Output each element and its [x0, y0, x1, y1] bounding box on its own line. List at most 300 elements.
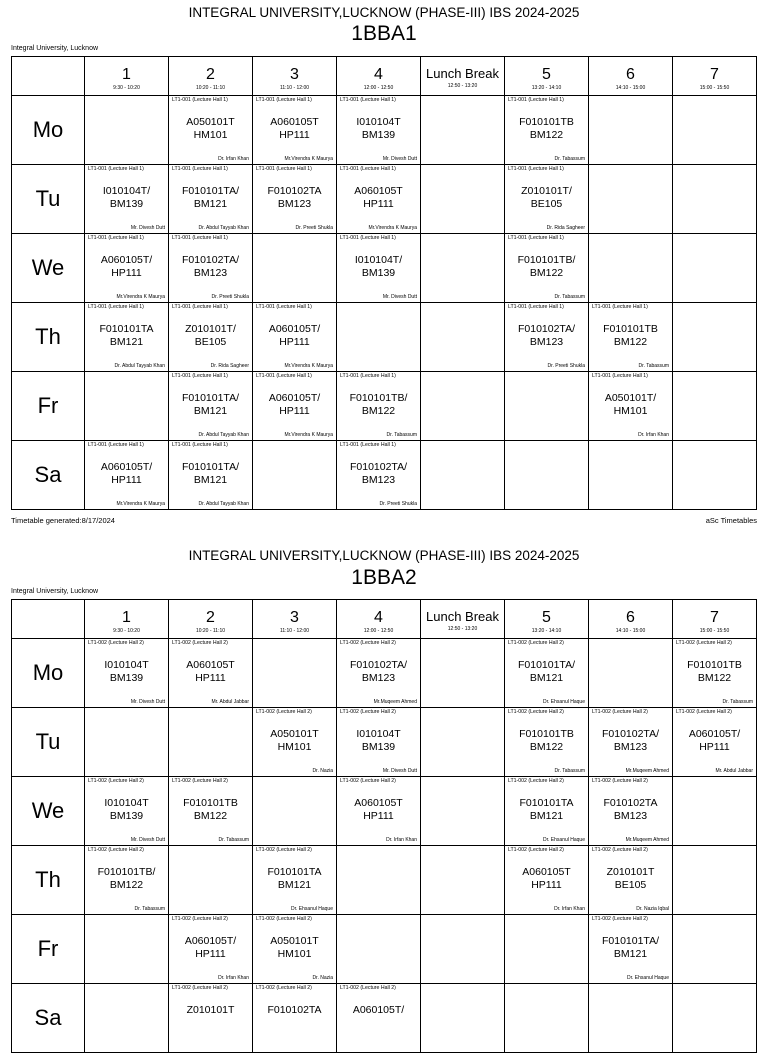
period-time: 11:10 - 12:00 [279, 628, 310, 634]
room-label: LT1-001 (Lecture Hall 1) [256, 97, 312, 103]
subject-code: I010104T/ BM139 [354, 254, 403, 279]
lesson-cell[interactable] [505, 96, 589, 165]
empty-cell [421, 234, 505, 303]
room-label: LT1-001 (Lecture Hall 1) [88, 304, 144, 310]
room-label: LT1-001 (Lecture Hall 1) [172, 166, 228, 172]
teacher-name: Dr. Irfan Khan [554, 906, 585, 912]
day-row [12, 708, 757, 777]
subject-code: A060105T HP111 [354, 797, 403, 822]
empty-cell [337, 846, 421, 915]
subject-code: F010102TA BM123 [267, 185, 322, 210]
period-header-row [12, 600, 757, 639]
period-number: 6 [626, 609, 635, 626]
period-number: 5 [542, 609, 551, 626]
period-time: 12:00 - 12:50 [363, 628, 394, 634]
empty-cell [673, 915, 757, 984]
period-time: 15:00 - 15:50 [699, 628, 730, 634]
empty-cell [253, 777, 337, 846]
empty-cell [337, 303, 421, 372]
lesson-cell[interactable] [505, 165, 589, 234]
period-time: 12:50 - 13:20 [447, 83, 478, 89]
day-cell [12, 303, 85, 372]
teacher-name: Mr. Divesh Dutt [130, 225, 165, 231]
period-header [673, 57, 757, 96]
period-header [589, 600, 673, 639]
lesson-cell[interactable] [253, 96, 337, 165]
lesson-cell[interactable] [337, 234, 421, 303]
teacher-name: Dr. Preeti Shukla [547, 363, 585, 369]
period-header [337, 600, 421, 639]
day-row [12, 915, 757, 984]
subject-code: A050101T HM101 [270, 728, 319, 753]
subject-code: F010101TA/ BM121 [181, 392, 239, 417]
empty-cell [505, 441, 589, 510]
teacher-name: Mr.Virendra K Maurya [284, 363, 333, 369]
empty-cell [421, 441, 505, 510]
room-label: LT1-002 (Lecture Hall 2) [592, 916, 648, 922]
subject-code: A060105T HP111 [270, 116, 319, 141]
room-label: LT1-001 (Lecture Hall 1) [508, 304, 564, 310]
room-label: LT1-001 (Lecture Hall 1) [172, 97, 228, 103]
lesson-cell[interactable] [85, 165, 169, 234]
generated-date: Timetable generated:8/17/2024 [11, 516, 115, 525]
empty-cell [673, 165, 757, 234]
day-cell [12, 96, 85, 165]
room-label: LT1-002 (Lecture Hall 2) [592, 709, 648, 715]
subject-code: F010101TA/ BM121 [181, 185, 239, 210]
room-label: LT1-002 (Lecture Hall 2) [340, 985, 396, 991]
lesson-cell[interactable] [505, 234, 589, 303]
room-label: LT1-001 (Lecture Hall 1) [256, 304, 312, 310]
lesson-cell[interactable] [85, 234, 169, 303]
room-label: LT1-002 (Lecture Hall 2) [340, 778, 396, 784]
lesson-cell[interactable] [253, 708, 337, 777]
teacher-name: Dr. Rida Sagheer [546, 225, 585, 231]
timetable-title: INTEGRAL UNIVERSITY,LUCKNOW (PHASE-III) IBS 2024-2025 [188, 548, 580, 563]
subject-code: F010102TA/ BM123 [181, 254, 239, 279]
day-row [12, 96, 757, 165]
empty-cell [589, 639, 673, 708]
lesson-cell[interactable] [337, 777, 421, 846]
lesson-cell[interactable] [589, 303, 673, 372]
lesson-cell[interactable] [337, 639, 421, 708]
teacher-name: Dr. Irfan Khan [638, 432, 669, 438]
teacher-name: Mr.Virendra K Maurya [284, 156, 333, 162]
period-number: 2 [206, 609, 215, 626]
period-number: 3 [290, 609, 299, 626]
subject-code: I010104T BM139 [104, 797, 149, 822]
teacher-name: Mr.Muqeem Ahmed [373, 699, 417, 705]
empty-cell [589, 984, 673, 1053]
empty-cell [421, 639, 505, 708]
subject-code: A050101T/ HM101 [604, 392, 657, 417]
lesson-cell[interactable] [169, 303, 253, 372]
empty-cell [421, 708, 505, 777]
subject-code: A060105T HP111 [186, 659, 235, 684]
subject-code: A060105T/ HP111 [688, 728, 741, 753]
empty-cell [673, 984, 757, 1053]
lesson-cell[interactable] [505, 846, 589, 915]
room-label: LT1-002 (Lecture Hall 2) [256, 847, 312, 853]
empty-cell [673, 441, 757, 510]
teacher-name: Dr. Tabassum [386, 432, 417, 438]
period-header [85, 600, 169, 639]
day-label: Th [35, 324, 61, 349]
room-label: LT1-001 (Lecture Hall 1) [88, 235, 144, 241]
subject-code: I010104T BM139 [104, 659, 149, 684]
teacher-name: Dr. Abdul Tayyab Khan [198, 225, 249, 231]
lesson-cell[interactable] [169, 639, 253, 708]
teacher-name: Dr. Tabassum [638, 363, 669, 369]
teacher-name: Dr. Abdul Tayyab Khan [114, 363, 165, 369]
teacher-name: Mr.Virendra K Maurya [116, 294, 165, 300]
lesson-cell[interactable] [337, 96, 421, 165]
empty-cell [673, 846, 757, 915]
room-label: LT1-001 (Lecture Hall 1) [340, 97, 396, 103]
room-label: LT1-001 (Lecture Hall 1) [172, 235, 228, 241]
day-row [12, 303, 757, 372]
empty-cell [421, 984, 505, 1053]
subject-code: F010102TA BM123 [603, 797, 658, 822]
lesson-cell[interactable] [505, 639, 589, 708]
day-label: Th [35, 867, 61, 892]
day-label: Mo [32, 660, 64, 685]
period-time: 14:10 - 15:00 [615, 85, 646, 91]
period-number: 3 [290, 66, 299, 83]
day-label: We [31, 798, 65, 823]
day-row [12, 777, 757, 846]
lesson-cell[interactable] [673, 639, 757, 708]
empty-cell [85, 372, 169, 441]
lesson-cell[interactable] [85, 777, 169, 846]
empty-cell [421, 915, 505, 984]
subject-code: F010101TA/ BM121 [181, 461, 239, 486]
room-label: LT1-002 (Lecture Hall 2) [256, 709, 312, 715]
lesson-cell[interactable] [589, 915, 673, 984]
period-header-row [12, 57, 757, 96]
subject-code: F010101TA/ BM121 [517, 659, 575, 684]
day-cell [12, 984, 85, 1053]
empty-cell [673, 96, 757, 165]
period-time: 9:30 - 10:20 [113, 628, 140, 634]
subject-code: A060105T/ HP111 [268, 392, 321, 417]
teacher-name: Mr. Abdul Jabbar [715, 768, 753, 774]
room-label: LT1-002 (Lecture Hall 2) [508, 847, 564, 853]
period-number: 5 [542, 66, 551, 83]
subject-code: A060105T/ HP111 [184, 935, 237, 960]
institution-label: Integral University, Lucknow [11, 45, 99, 52]
empty-cell [85, 984, 169, 1053]
day-row [12, 165, 757, 234]
day-row [12, 846, 757, 915]
lesson-cell[interactable] [253, 846, 337, 915]
lesson-cell[interactable] [337, 372, 421, 441]
class-name: 1BBA2 [351, 566, 417, 589]
subject-code: F010101TA BM121 [99, 323, 154, 348]
period-header [673, 600, 757, 639]
empty-cell [673, 303, 757, 372]
teacher-name: Dr. Tabassum [218, 837, 249, 843]
subject-code: I010104T BM139 [356, 728, 401, 753]
teacher-name: Dr. Tabassum [554, 294, 585, 300]
empty-cell [505, 915, 589, 984]
period-time: 14:10 - 15:00 [615, 628, 646, 634]
lesson-cell[interactable] [169, 372, 253, 441]
subject-code: F010101TB/ BM122 [349, 392, 408, 417]
room-label: LT1-001 (Lecture Hall 1) [508, 97, 564, 103]
day-row [12, 441, 757, 510]
lesson-cell[interactable] [253, 915, 337, 984]
room-label: LT1-001 (Lecture Hall 1) [340, 235, 396, 241]
subject-code: F010102TA/ BM123 [349, 461, 407, 486]
lesson-cell[interactable] [589, 372, 673, 441]
subject-code: A060105T/ HP111 [268, 323, 321, 348]
day-cell [12, 846, 85, 915]
room-label: LT1-001 (Lecture Hall 1) [340, 373, 396, 379]
teacher-name: Dr. Preeti Shukla [295, 225, 333, 231]
lesson-cell[interactable] [337, 165, 421, 234]
subject-code: I010104T/ BM139 [102, 185, 151, 210]
teacher-name: Dr. Ehsanul Haque [627, 975, 669, 981]
subject-code: A060105T/ HP111 [100, 461, 153, 486]
day-cell [12, 915, 85, 984]
subject-code: F010102TA/ BM123 [601, 728, 659, 753]
subject-code: A060105T HP111 [354, 185, 403, 210]
lesson-cell[interactable] [589, 777, 673, 846]
room-label: LT1-002 (Lecture Hall 2) [256, 916, 312, 922]
empty-cell [421, 303, 505, 372]
period-number: 1 [122, 66, 131, 83]
room-label: LT1-001 (Lecture Hall 1) [88, 166, 144, 172]
room-label: LT1-002 (Lecture Hall 2) [256, 985, 312, 991]
subject-code: Z010101T BE105 [606, 866, 655, 891]
period-header [589, 57, 673, 96]
period-header [505, 57, 589, 96]
day-cell [12, 165, 85, 234]
day-label: Sa [34, 462, 62, 487]
empty-cell [589, 165, 673, 234]
empty-cell [421, 777, 505, 846]
room-label: LT1-002 (Lecture Hall 2) [88, 640, 144, 646]
room-label: LT1-002 (Lecture Hall 2) [592, 778, 648, 784]
lesson-cell[interactable] [85, 639, 169, 708]
subject-code: F010101TB BM122 [687, 659, 742, 684]
day-cell [12, 639, 85, 708]
lesson-cell[interactable] [85, 846, 169, 915]
day-row [12, 639, 757, 708]
lesson-cell[interactable] [505, 708, 589, 777]
teacher-name: Dr. Ehsanul Haque [291, 906, 333, 912]
subject-code: F010101TB BM122 [519, 116, 574, 141]
teacher-name: Mr.Virendra K Maurya [368, 225, 417, 231]
empty-cell [85, 96, 169, 165]
lesson-cell[interactable] [589, 708, 673, 777]
day-label: Mo [32, 117, 64, 142]
period-number: 4 [374, 66, 383, 83]
period-time: 10:20 - 11:10 [195, 628, 226, 634]
day-row [12, 984, 757, 1053]
day-label: Tu [35, 729, 61, 754]
period-time: 15:00 - 15:50 [699, 85, 730, 91]
lesson-cell[interactable] [253, 303, 337, 372]
period-time: 12:00 - 12:50 [363, 85, 394, 91]
lesson-cell[interactable] [169, 441, 253, 510]
room-label: LT1-001 (Lecture Hall 1) [88, 442, 144, 448]
empty-cell [673, 234, 757, 303]
room-label: LT1-001 (Lecture Hall 1) [592, 304, 648, 310]
room-label: LT1-001 (Lecture Hall 1) [172, 442, 228, 448]
teacher-name: Dr. Abdul Tayyab Khan [198, 432, 249, 438]
subject-code: F010101TA BM121 [267, 866, 322, 891]
period-header [337, 57, 421, 96]
teacher-name: Mr. Divesh Dutt [382, 156, 417, 162]
period-number: 7 [710, 66, 719, 83]
empty-cell [85, 708, 169, 777]
subject-code: I010104T BM139 [356, 116, 401, 141]
room-label: LT1-001 (Lecture Hall 1) [508, 166, 564, 172]
subject-code: A060105T/ HP111 [100, 254, 153, 279]
lesson-cell[interactable] [169, 165, 253, 234]
room-label: LT1-002 (Lecture Hall 2) [676, 640, 732, 646]
teacher-name: Mr.Muqeem Ahmed [625, 837, 669, 843]
period-number: 6 [626, 66, 635, 83]
lesson-cell[interactable] [253, 165, 337, 234]
room-label: LT1-001 (Lecture Hall 1) [340, 166, 396, 172]
timetable-grid [11, 599, 757, 1053]
subject-code: Z010101T/ BE105 [185, 323, 236, 348]
room-label: LT1-002 (Lecture Hall 2) [172, 985, 228, 991]
empty-cell [673, 777, 757, 846]
teacher-name: Dr. Tabassum [554, 768, 585, 774]
room-label: LT1-002 (Lecture Hall 2) [172, 778, 228, 784]
room-label: LT1-001 (Lecture Hall 1) [172, 373, 228, 379]
empty-cell [337, 915, 421, 984]
room-label: LT1-001 (Lecture Hall 1) [256, 166, 312, 172]
empty-cell [505, 372, 589, 441]
subject-code: F010101TB BM122 [183, 797, 238, 822]
period-number: 4 [374, 609, 383, 626]
lesson-cell[interactable] [505, 777, 589, 846]
period-number: 7 [710, 609, 719, 626]
teacher-name: Mr. Divesh Dutt [382, 768, 417, 774]
corner-cell [12, 600, 85, 639]
day-cell [12, 708, 85, 777]
room-label: LT1-001 (Lecture Hall 1) [592, 373, 648, 379]
lesson-cell[interactable] [169, 96, 253, 165]
day-label: Sa [34, 1005, 62, 1030]
room-label: LT1-001 (Lecture Hall 1) [172, 304, 228, 310]
teacher-name: Mr. Abdul Jabbar [211, 699, 249, 705]
lesson-cell[interactable] [169, 234, 253, 303]
teacher-name: Mr.Muqeem Ahmed [625, 768, 669, 774]
subject-code: F010101TA BM121 [519, 797, 574, 822]
period-header [421, 57, 505, 96]
teacher-name: Dr. Irfan Khan [386, 837, 417, 843]
lesson-cell[interactable] [253, 372, 337, 441]
day-cell [12, 372, 85, 441]
lesson-cell[interactable] [169, 984, 253, 1053]
period-time: 10:20 - 11:10 [195, 85, 226, 91]
day-row [12, 234, 757, 303]
lesson-cell[interactable] [85, 303, 169, 372]
period-number: Lunch Break [426, 609, 499, 624]
lesson-cell[interactable] [505, 303, 589, 372]
subject-code: A050101T HM101 [186, 116, 235, 141]
lesson-cell[interactable] [337, 441, 421, 510]
period-number: Lunch Break [426, 66, 499, 81]
teacher-name: Mr.Virendra K Maurya [284, 432, 333, 438]
teacher-name: Dr. Tabassum [554, 156, 585, 162]
room-label: LT1-002 (Lecture Hall 2) [508, 709, 564, 715]
lesson-cell[interactable] [85, 441, 169, 510]
period-time: 13:20 - 14:10 [531, 628, 562, 634]
period-time: 13:20 - 14:10 [531, 85, 562, 91]
empty-cell [421, 846, 505, 915]
subject-code: A050101T HM101 [270, 935, 319, 960]
timetable-title: INTEGRAL UNIVERSITY,LUCKNOW (PHASE-III) IBS 2024-2025 [188, 5, 580, 20]
room-label: LT1-002 (Lecture Hall 2) [88, 847, 144, 853]
institution-label: Integral University, Lucknow [11, 588, 99, 595]
period-header [421, 600, 505, 639]
day-row [12, 372, 757, 441]
day-label: Fr [37, 936, 59, 961]
lesson-cell[interactable] [337, 708, 421, 777]
empty-cell [421, 96, 505, 165]
teacher-name: Mr. Divesh Dutt [130, 699, 165, 705]
room-label: LT1-002 (Lecture Hall 2) [340, 640, 396, 646]
day-label: Fr [37, 393, 59, 418]
room-label: LT1-001 (Lecture Hall 1) [256, 373, 312, 379]
lesson-cell[interactable] [169, 777, 253, 846]
empty-cell [169, 708, 253, 777]
teacher-name: Dr. Nazia Iqbal [636, 906, 669, 912]
period-header [169, 57, 253, 96]
room-label: LT1-001 (Lecture Hall 1) [340, 442, 396, 448]
teacher-name: Mr. Divesh Dutt [130, 837, 165, 843]
day-cell [12, 234, 85, 303]
lesson-cell[interactable] [589, 846, 673, 915]
teacher-name: Dr. Nazia [312, 975, 333, 981]
room-label: LT1-002 (Lecture Hall 2) [340, 709, 396, 715]
teacher-name: Dr. Rida Sagheer [210, 363, 249, 369]
lesson-cell[interactable] [253, 984, 337, 1053]
lesson-cell[interactable] [673, 708, 757, 777]
class-name: 1BBA1 [351, 22, 417, 45]
day-cell [12, 441, 85, 510]
subject-code: F010102TA [267, 1004, 322, 1016]
teacher-name: Dr. Tabassum [722, 699, 753, 705]
teacher-name: Dr. Ehsanul Haque [543, 699, 585, 705]
empty-cell [505, 984, 589, 1053]
software-credit: aSc Timetables [705, 516, 757, 525]
empty-cell [253, 639, 337, 708]
room-label: LT1-002 (Lecture Hall 2) [172, 916, 228, 922]
period-header [253, 600, 337, 639]
empty-cell [421, 372, 505, 441]
room-label: LT1-002 (Lecture Hall 2) [592, 847, 648, 853]
period-number: 2 [206, 66, 215, 83]
empty-cell [169, 846, 253, 915]
teacher-name: Dr. Irfan Khan [218, 156, 249, 162]
room-label: LT1-002 (Lecture Hall 2) [676, 709, 732, 715]
room-label: LT1-002 (Lecture Hall 2) [508, 640, 564, 646]
room-label: LT1-002 (Lecture Hall 2) [508, 778, 564, 784]
lesson-cell[interactable] [337, 984, 421, 1053]
period-header [505, 600, 589, 639]
lesson-cell[interactable] [169, 915, 253, 984]
teacher-name: Dr. Tabassum [134, 906, 165, 912]
teacher-name: Mr. Divesh Dutt [382, 294, 417, 300]
